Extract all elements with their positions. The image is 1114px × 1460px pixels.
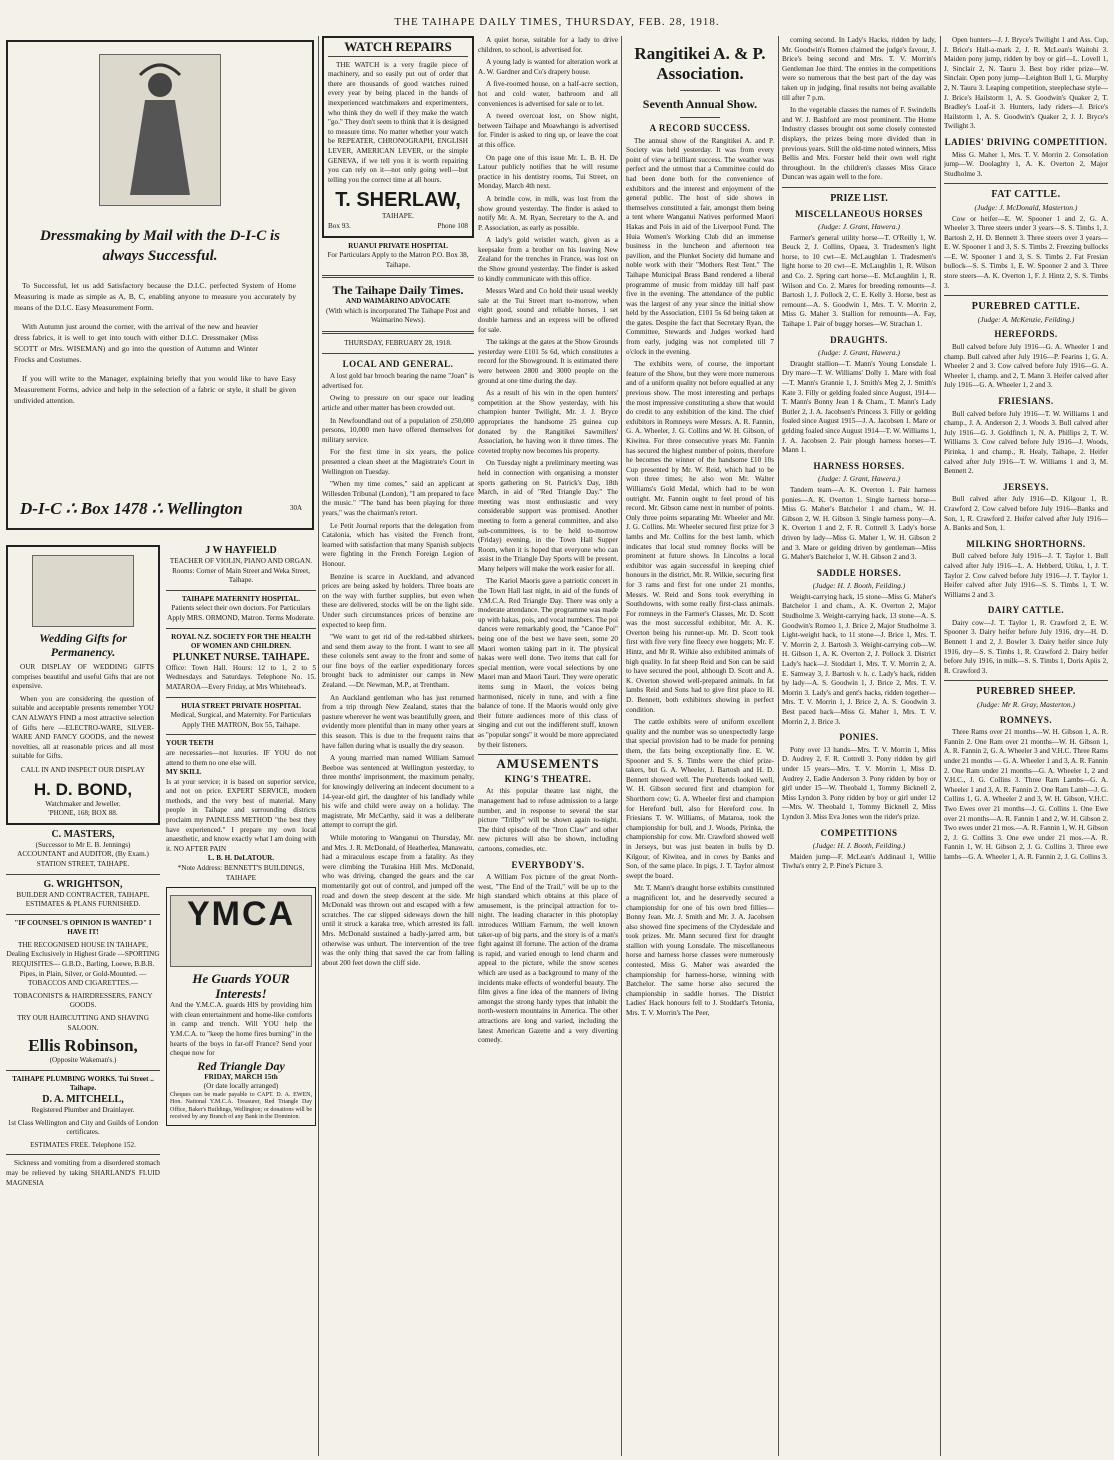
sherlaw-phone: Phone 108	[437, 221, 468, 230]
column-rule	[621, 36, 622, 1456]
prize-results: Farmer's general utility horse—T. O'Reilly 1, W. Beuck 2, J. Collins, Opaea, 3. Tradesmen's light horse, to 10 cwt—E. McLaughlan 1. Tradesmen's light horse to 20 cwt—E. McLaughlin 1, R. Wilson and Co. 2. Spring cart horse—E. McLaughlin 1, R. Wilson and Co. 2. Mares for breeding remounts—J. Bartosh 1, J. Pollock 2, C. E. Kelly 3. Horse, best as remount—A. S. Goodwin 1, Mrs. T. V. Morrin 2, Miss G. Maher 3. Stallion for remounts—A. Fay, Taihape 1. Pair of buggy horses—W. Strachan 1.	[782, 233, 936, 329]
counsel-headline: "IF COUNSEL'S OPINION IS WANTED" I HAVE IT!	[14, 918, 152, 937]
sherlaw-town: TAIHAPE.	[382, 212, 414, 221]
ellis-sub: (Opposite Wakeman's.)	[49, 1056, 117, 1065]
judge-line: (Judge: J. McDonald, Masterton.)	[974, 202, 1078, 212]
section-heading: SADDLE HORSES.	[816, 567, 902, 578]
kings-theatre-item: At this popular theatre last night, the management had to refuse admission to a large number, and in response to several the star picture "Trilby" will be shown again to-night. The third episode of the "Iron Claw" and other new pictures will also be shown, including cartoons, comedies, etc.	[478, 787, 618, 853]
ymca-soldier-illustration	[170, 895, 312, 967]
ruanui-body: For Particulars Apply to the Matron P.O. Box 38, Taihape.	[327, 251, 469, 269]
plumbing-role: Registered Plumber and Drainlayer.	[31, 1106, 135, 1114]
dentist-address: *Note Address: BENNETT'S BUILDINGS, TAIHAPE	[177, 864, 305, 882]
column-rule	[940, 36, 941, 1456]
ellis-paragraph: TOBACONISTS & HAIRDRESSERS, FANCY GOODS.	[13, 991, 153, 1010]
show-report: The annual show of the Rangitikei A. and P. Society was held yesterday. It was from every point of view a brilliant success. The weather was perfect and the utmost that a Committee could do had been done both for the convenience of exhibitors and the interest and enjoyment of the general public. The host of side shows in themselves constituted a fair, amongst them being a tent where Wanganui Natives performed Maori Hakas and Pois in aid of the Liverpool Fund. The Huia Women's Working Club did an immense business in the luncheon and afternoon tea pavilion, and the Plunket Society did humane and noble work with their "Mothers Rest Tent." The Taihape Municipal Brass Band rendered a liberal programme of music from midday till half past five in the evening. The attendance of the public was the largest of any year since the initial show held by the Association, £101 5s 6d being taken at the gates. Despite the fact that Secretary Ryan, the Committee, Stewards and Judges worked hard from early, judging was not completed till 7 o'clock in the evening.	[626, 136, 774, 356]
masthead: THE TAIHAPE DAILY TIMES, THURSDAY, FEB. 28, 1918.	[394, 16, 720, 28]
show-report: The cattle exhibits were of uniform excellent quality and the number was so unexpectedly large that special provision had to be made for penning them, the fats being exceptionally fine. E. W. Spooner and S. S. Timbs were the chief prize-takers, but G. A. Wheeler, J. Bartosh and H. D. Bennett showed well. The Purebreds looked well, W. H. Gibson secured first and champion for Shorthorn cow; G. A. Wheeler first and champion for Hereford bull, also for Hereford cow. In Friesians T. W. Williams, of Mataroa, took the championship for bull, and J. Woods, Pirinka, the championship for cow. Mr. Crawford showed well in Jerseys, but was just beaten in bulls by D. Kilgour, of Kiwitea, and in cows by Banks and Son, of the same place. In pigs, J. T. Taylor almost swept the board.	[626, 718, 774, 880]
local-item: The Kariol Maoris gave a patriotic concert in the Town Hall last night, in aid of the funds of Y.M.C.A. Red Triangle Day. There was only a moderate attendance. The programme was made up with hakas, pois, and vocal numbers. The poi dances were remarkably good, the "Canoe Poi" being one of the best we have seen, some 20 Maori women taking part in it. The physical hakas were well done. Two items that call for special mention, were vocal selections by one Maori man and Maori Tauri. They were operatic items sung in Maori, the voices being harmonised, nicely in tune, and with a fine balance of tone. If the Maoris would only give their future audiences more of this class of singing and cut out the indifferent stuff, known as "popular songs" it would be more appreciated by their listeners.	[478, 577, 618, 749]
teeth-title: YOUR TEETH	[166, 739, 214, 748]
section-heading: MILKING SHORTHORNS.	[966, 538, 1086, 549]
column-3	[166, 545, 316, 1457]
dic-headline: Dressmaking by Mail with the D-I-C is always Successful.	[39, 228, 281, 264]
local-item: "When my time comes," said an applicant at Willesden Tribunal (London), "I am prepared to face the music." "The band has been playing for three years," was the chairman's retort.	[322, 480, 474, 517]
section-heading: HARNESS HORSES.	[813, 460, 905, 471]
plumbing-name: D. A. MITCHELL,	[42, 1094, 124, 1105]
royal-society-title: ROYAL N.Z. SOCIETY FOR THE HEALTH OF WOMEN AND CHILDREN.	[171, 632, 311, 651]
ymca-body: And the Y.M.C.A. guards HIS by providing him with clean entertainment and home-like comforts in camp and trench. Will YOU help the Y.M.C.A. to "keep the home fires burning" in the hearts of the boys in far-off France? Send your cheque now for	[170, 1001, 312, 1058]
huia-title: HUIA STREET PRIVATE HOSPITAL	[181, 701, 301, 710]
sherlaw-name: T. SHERLAW,	[335, 189, 461, 212]
dic-ad-code: 30A	[289, 504, 302, 513]
wrightson-role: BUILDER AND CONTRACTER, TAIHAPE.	[16, 890, 150, 899]
local-item: On Tuesday night a preliminary meeting was held in connection with organising a monster sports gathering on St. Patrick's Day, 18th March, in aid of "Red Triangle Day." The meeting was most enthusiastic and very considerable support was promised. Another meeting to form a general committee, and also sub-committees, is to be held to-morrow (Friday) evening, in the Town Hall Supper Room, when it is hoped that everyone who can assist in the Triangle Day Sports will be present. Many helpers will make the work easier for all.	[478, 459, 618, 573]
judge-line: (Judge: A. McKenzie, Feilding.)	[977, 314, 1075, 324]
prize-list-heading: PRIZE LIST.	[830, 192, 888, 204]
prize-results: Bull calved before July 1916—T. W. Williams 1 and champ., J. A. Anderson 2, J. Woods 3. Bull calved after July 1916—G. J. Goldfinch 1, N. A. Phillips 2, T. W. Williams 3. Cow calved before July 1916—J. Woods, Pirinka, 1 and champ., R. Healy, Taihape, 2. Heifer calved after July 1916—T. W. Williams 1 and 3, M. Bennett 2.	[944, 409, 1108, 476]
prize-results: Maiden jump—F. McLean's Addinaul 1, Willie Tiwha's entry 2, P. Pine's Picture 3.	[782, 852, 936, 871]
issue-date: THURSDAY, FEBRUARY 28, 1918.	[344, 339, 452, 348]
prize-results: Cow or heifer—E. W. Spooner 1 and 2, G. A. Wheeler 3. Three steers under 3 years—S. S. Timbs 1, J. Bartosh 2, H. D. Bennett 3. Three steers over 3 years—E. W. Spooner 1 and 3, S. S. Timbs 2. Freezing bullocks—E. W. Spooner 1 and 3, S. S. Timbs 2. Fat Fresian bullock—S. S. Timbs 1, E. W. Spooner 2 and 3. Three store steers—A. K. Overton 1, F. J. Hintz 2, S. S. Timbs 3.	[944, 214, 1108, 290]
sherlaw-box: Box 93.	[328, 221, 351, 230]
section-heading: PUREBRED SHEEP.	[976, 686, 1076, 698]
bond-callout: CALL IN AND INSPECT OUR DISPLAY	[20, 765, 146, 774]
local-item: A five-roomed house, on a half-acre section, hot and cold water, bathroom and all conveniences is advertised for sale or to let.	[478, 80, 618, 108]
dentist-name: L. B. H. DeLATOUR.	[207, 854, 275, 863]
judge-line: (Judge: Mr R. Gray, Masterton.)	[976, 700, 1076, 710]
prize-results: Dairy cow—J. T. Taylor 1, R. Crawford 2, E. W. Spooner 3. Dairy heifer before July 1916, dry—H. D. Bennett 1 and 2, J. Bowler 3. Dairy heifer since July 1916, dry—S. S. Timbs 1, R. Crawford 2. Dairy heifer before July 1916, in milk—S. S. Timbs 1, Doris Apiis 2, R. Crawford 3.	[944, 618, 1108, 675]
ellis-paragraph: TRY OUR HAIRCUTTING AND SHAVING SALOON.	[17, 1014, 149, 1032]
huia-body: Medical, Surgical, and Maternity. For Particulars Apply THE MATRON, Box 55, Taihape.	[170, 711, 312, 729]
hayfield-body: TEACHER OF VIOLIN, PIANO AND ORGAN. Rooms: Corner of Main Street and Weka Street, Taihape.	[169, 557, 313, 585]
ymca-headline: He Guards YOUR Interests!	[192, 971, 290, 1002]
local-item: A lost gold bar brooch bearing the name "Joan" is advertised for.	[322, 372, 474, 390]
bond-paragraph: OUR DISPLAY OF WEDDING GIFTS comprises beautiful and useful Gifts that are not expensive.	[12, 663, 154, 691]
paper-title: The Taihape Daily Times.	[332, 283, 464, 298]
ymca-letters: YMCA	[186, 895, 296, 934]
paper-subtitle: AND WAIMARINO ADVOCATE	[345, 297, 451, 306]
maternity-body: Patients select their own doctors. For Particulars Apply MRS. ORMOND, Matron. Terms Moderate.	[167, 604, 315, 622]
column-rule	[778, 36, 779, 1456]
watch-repairs-advertisement	[322, 36, 474, 238]
masters-name: C. MASTERS,	[51, 828, 115, 840]
show-report: Mr. T. Mann's draught horse exhibits constituted a magnificent lot, and he deservedly secured a championship for one of his own bred fillies—Bonny Jean. Mr. J. Smith and Mr. J. A. Jacobsen also showed fine specimens of the Clydesdale and took prizes. Mr. Mann secured first for draught stallion with young Lonsdale. The miscellaneous horse and harness horse classes were numerously contested, Miss G. Maher was awarded the championship for harness-horse, winning with Batchelor. The same horse also secured the championship in saddle horses. The District Ladies' Hack honours fell to J. Stoddart's Tetonia, Mrs. T. V. Morrin's The Peer,	[626, 884, 774, 1018]
plumbing-estimates: ESTIMATES FREE. Telephone 152.	[30, 1140, 136, 1149]
local-item: Le Petit Journal reports that the delegation from Catalonia, which has visited the French front, learned with satisfaction that many Spanish subjects were fighting in the French Foreign Legion of Honour.	[322, 521, 474, 568]
section-heading: DRAUGHTS.	[830, 334, 888, 345]
teeth-body: are necessaries—not luxuries. IF YOU do not attend to them no one else will.	[166, 748, 316, 767]
local-item: A young married man named William Samuel Beeboe was sentenced at Wellington yesterday, to three months' imprisonment, the maximum penalty, for knowingly delivering an indecent document to a 14-year-old girl, the daughter of his landlady while his wife and child were away on a holiday. The magistrate, Mr McCarthy, said it was a deliberate attempt to corrupt the girl.	[322, 754, 474, 830]
local-item: A tweed overcoat lost, on Show night, between Taihape and Moawhango is advertised for. Finder is asked to ring up, or leave the coat at this office.	[478, 112, 618, 149]
local-item: On page one of this issue Mr. L. B. H. De Latour publicly notifies that he will resume practice in his dentistry rooms, Tui Street, on Monday, March 4th next.	[478, 153, 618, 191]
judge-line: (Judge: H. J. Booth, Feilding.)	[812, 841, 906, 851]
local-item: A quiet horse, suitable for a lady to drive children, to school, is advertised for.	[478, 36, 618, 54]
hayfield-name: J W HAYFIELD	[205, 545, 277, 556]
section-heading: FAT CATTLE.	[991, 189, 1061, 201]
skill-title: MY SKILL	[166, 768, 202, 777]
plumbing-cert: 1st Class Wellington and City and Guilds of London certificates.	[7, 1118, 159, 1137]
prize-results: Pony over 13 hands—Mrs. T. V. Morrin 1, Miss D. Audrey 2, F. R. Cottrell 3. Pony ridden by girl under 15 years—Mrs. T. V. Morrin 1, Miss D. Audrey 2, Eadie Anderson 3. Pony ridden by boy or girl under 15—W. Theobald 1, Tommy Bicknell 2, Miss Lyndon 3. Pony ridden by boy or girl under 12—Mrs. W. Theobald 1, Tommy Bicknell 2, Miss Lyndon 3. Miss Eva Jones won the rider's prize.	[782, 745, 936, 821]
judge-line: (Judge: H. J. Booth, Feilding.)	[812, 581, 906, 591]
ymca-day: Red Triangle Day	[197, 1058, 285, 1073]
local-general-heading: LOCAL AND GENERAL.	[342, 358, 454, 369]
ruanui-title: RUANUI PRIVATE HOSPITAL	[348, 241, 448, 250]
ymca-advertisement	[166, 887, 316, 1126]
section-heading: MISCELLANEOUS HORSES	[795, 208, 923, 219]
local-item: For the first time in six years, the police presented a clean sheet at the Magistrate's Court in Wellington on Tuesday.	[322, 448, 474, 476]
local-item: An Auckland gentleman who has just returned from a trip through New Zealand, states that the pasture wherever he went was beautifully green, and evidently more plentiful than in many other years at this season. This is due to the frequent rains that have fallen during what is usually the dry season.	[322, 693, 474, 750]
amusements-heading: AMUSEMENTS	[496, 756, 600, 772]
judge-line: (Judge: J. Grant, Hawera.)	[817, 348, 901, 358]
bond-phone: 'PHONE, 168; BOX 88.	[48, 809, 118, 818]
paper-note: (With which is incorporated The Taihape Post and Waimarino News).	[325, 306, 471, 325]
ymca-date: FRIDAY, MARCH 15th	[204, 1072, 278, 1081]
bond-role: Watchmaker and Jeweller.	[45, 799, 121, 808]
watch-body: THE WATCH is a very fragile piece of machinery, and so easily put out of order that there are thousands of good watches ruined every year by being placed in the hands of inexperienced watchmakers and experimenters, who think they do well if they make the watch "go." They don't seem to think that it is designed to measure time. No matter whether your watch be REPEATER, CHRONOGRAPH, ENGLISH LEVER, AMERICAN LEVER, or the simple GENEVA, if we tell you it is worth repairing you can rely on it—not only going well—but telling you the correct time at all hours.	[328, 60, 468, 184]
wedding-gift-illustration	[32, 555, 134, 627]
bond-name: H. D. BOND,	[33, 779, 133, 799]
masters-address: STATION STREET, TAIHAPE.	[36, 859, 130, 868]
prize-results: Three Rams over 21 months—W. H. Gibson 1, A. R. Fannin 2. One Ram over 21 months—W. H. Gibson 1, A. R. Fannin 2, G. A. Wheeler 3 and V.H.C. Three Rams under 21 months — G. A. Wheeler 1 and 3, A. R. Fannin 2. One Ram under 21 months—G. A. Wheeler 1, 2 and V.H.C., J. G. Collins 3. Three Ram Lambs—G. A. Wheeler 1 and 3, A. R. Fannin 2. One Ram Lamb—J. G. Collins 1, G. A. Wheeler 2 and 3, W. H. Gibson, V.H.C. Two Ewes over 21 months—J. G. Collins 1. One Ewe over 21 months—A. R. Fannin 1 and 2, W. H. Gibson 2. Two ewes under 21 mos.—A. R. Fannin 1, W. H. Gibson 2, J. G. Collins 3. One ewe under 21 mos.—A. R. Fannin 1, W. H. Gibson 2, J. G. Collins 3. Three ewe lambs—G. A. Wheeler 1, A. R. Fannin 2, J. G. Collins 3.	[944, 728, 1108, 861]
plunket-body: Office: Town Hall. Hours: 12 to 1, 2 to 5 Wednesdays and Saturdays. Telephone No. 15. MATAROA—Every Friday, at Mrs Whitehead's.	[166, 663, 316, 691]
dic-paragraph: To Successful, let us add Satisfactory because the D.I.C. perfected System of Home Measuring is made as simple as A, B, C, enabling anyone to measure you accurately by means of the D.I.C. Easy Measurement Form.	[14, 281, 296, 312]
lady-figure-illustration	[99, 54, 221, 206]
local-item: A young lady is wanted for alteration work at A. W. Gardner and Co's drapery house.	[478, 58, 618, 76]
section-heading: FRIESIANS.	[998, 396, 1054, 406]
local-item: A brindle cow, in milk, was lost from the show ground yesterday. The finder is asked to notify Mr. A. M. Ryan, Secretary to the A. and P. Association, as early as possible.	[478, 194, 618, 232]
masters-sub: (Successor to Mr E. B. Jennings)	[35, 840, 131, 849]
dic-paragraph: With Autumn just around the corner, with the arrival of the new and heavier dress fabrics, it is well to get into touch with either D.I.C. Dressmaker (Miss SCOTT or Mrs. WISEMAN) and go into the question of Autumn and Winter Frocks and Costumes.	[14, 322, 258, 364]
section-heading: HEREFORDS.	[994, 329, 1058, 340]
column-5	[626, 36, 774, 1456]
local-item: Owing to pressure on our space our leading article and other matter has been crowded out.	[322, 394, 474, 413]
bond-headline: Wedding Gifts for Permanency.	[39, 631, 127, 659]
column-7	[944, 36, 1108, 1456]
sharland-notice: Sickness and vomiting from a disordered stomach may be relieved by taking SHARLAND'S FLUID MAGNESIA	[6, 1159, 160, 1187]
maternity-title: TAIHAPE MATERNITY HOSPITAL.	[181, 594, 301, 603]
section-heading: PONIES.	[839, 732, 879, 743]
wrightson-name: G. WRIGHTSON,	[43, 878, 123, 890]
local-item: In Newfoundland out of a population of 250,000 persons, 10,000 men have offered themselves for military service.	[322, 416, 474, 444]
column-2	[322, 36, 474, 1456]
prize-results: Tandem team—A. K. Overton 1. Pair harness ponies—A. K. Overton 1. Single harness horse—Miss G. Maher's Batchelor 1 and cham., W. H. Gibson 2, W. H. Gibson 3. Single harness pony—A. K. Overton 1 and 2, F. R. Cottrell 3. Lady's horse driven by lady—Miss G. Maher 1, W. H. Gibson 2 and 3. Mare or gelding driven by gentleman—Miss G. Maher's Batchelor 1, W. H. Gibson 2 and 3.	[782, 485, 936, 562]
judge-line: (Judge: J. Grant, Hawera.)	[817, 222, 901, 232]
ellis-paragraph: THE RECOGNISED HOUSE IN TAIHAPE, Dealing Exclusively in Highest Grade —SPORTING REQUISITES— G.B.D., Barling, Loewe, B.B.B. Pipes, in Plain, Silver, or Gold-Mounted. —TOBACCOS AND CIGARETTES.—	[6, 940, 160, 988]
skill-body: Is at your service; it is based on superior service, and not on price. EXPERT SERVICE, modern methods, and the very best of material. Many people in Taihape and surrounding districts proclaim my PAINLESS METHOD "the best they have experienced." I prepare my own local anaesthetic, and know exactly what I am doing with it. NO AFTER PAIN	[166, 777, 316, 853]
prize-results: Open hunters—J. J. Bryce's Twilight 1 and Ass. Cup, J. Brice's Hall-a-mark 2, J. R. McLean's Waitohi 3. Maiden pony jump, ridden by boy or girl—L. Lovell 1, J. Sinclair 2, N. Tauru 3. Best boy rider prize—W. Sinclair. Open pony jump—Leighton Bull 1, G. Murphy 2, N. Tauru 3. Leaping competition, steeplechase style—J. Brice's Hailstorm 1, A. S. Goodwin's Quaker 2, T. Bradley's Loaf-it 3. Hunters, lady riders—J. Brice's Hailstorm 1, A. S. Goodwin's Quaker 2, J. J. Bryce's Twilight 3.	[944, 36, 1108, 131]
prize-results: Draught stallion—T. Mann's Young Lonsdale 1. Dry mare—T. W. Williams' Dolly 1. Mare with foal—T. Mann's Grannie 1, J. Smith's Meg 2, J. Smith's Kate 3. Filly or gelding foaled since August, 1914—T. Mann's Bonny Jean 1 & Cham., T. Mann's Lady Butler 2, J. A. Jacobsen's Princess 3. Filly or gelding foaled since August 1915—J. A. Jacobsen 1. Mare or gelding foaled since August 1914—T. W. Williams 1, J. A. Jacobsen 2. Pair plough harness horses—T. Mann 1.	[782, 359, 936, 455]
section-heading: JERSEYS.	[1003, 481, 1049, 492]
show-subtitle: Seventh Annual Show.	[642, 97, 758, 111]
prize-results: Bull calved before July 1916—G. A. Wheeler 1 and champ. Bull calved after July 1916—P. Fearins 1, G. A. Wheeler 2 and 3. Cow calved before July 1916—G. A. Wheeler 1, champ. and 2, T. Mann 3. Heifer calved after July 1916—G. A. Wheeler 1, 2 and 3.	[944, 343, 1108, 390]
record-success-heading: A RECORD SUCCESS.	[649, 123, 751, 133]
local-item: A lady's gold wristlet watch, given as a keepsake from a brother on his leaving New Zealand for the trenches in France, was lost on the Show ground yesterday. The finder is asked to kindly communicate with this office.	[478, 236, 618, 283]
ymca-note: (Or date locally arranged)	[203, 1082, 279, 1091]
column-6	[782, 36, 936, 1456]
local-item: Benzine is scarce in Auckland, and advanced prices are being asked by holders. Three boats are on the way with further supplies, but even when these are delivered, stocks will be on the light side. Under such circumstances prices of benzine are expected to keep firm.	[322, 572, 474, 629]
ellis-name: Ellis Robinson,	[28, 1036, 138, 1056]
column-4	[478, 36, 618, 1456]
bond-paragraph: When you are considering the question of suitable and acceptable presents remember YOU CAN ALWAYS FIND a most attractive selection of Gifts here —ELECTRO-WARE, SILVER-WARE AND FANCY GOODS, and the newest novelties, all at reasonable prices and all most suitable for Gifts.	[12, 694, 154, 761]
everybodys-heading: EVERYBODY'S.	[511, 859, 585, 870]
masters-role: ACCOUNTANT and AUDITOR, (By Exam.)	[17, 850, 149, 859]
section-heading: ROMNEYS.	[999, 714, 1053, 725]
show-title: Rangitikei A. & P.	[634, 44, 766, 63]
bond-advertisement	[6, 545, 160, 825]
kings-theatre-heading: KING'S THEATRE.	[504, 773, 592, 784]
column-1-lower	[6, 545, 160, 1457]
judge-line: (Judge: J. Grant, Hawera.)	[817, 474, 901, 484]
dic-paragraph: If you will write to the Manager, explaining briefly that you would like to have Easy Measurement Forms, advice and help in the selection of a fabric or style, it shall be given undivided attention.	[14, 374, 296, 405]
local-item: "We want to get rid of the red-tabbed shirkers, and send them away to the front. I want to see all these colonels sent away to the front and some of our fine boys of the earlier expeditionary forces brought back to administer our camps in New Zealand. —Dr. Newman, M.P., at Trentham.	[322, 633, 474, 690]
section-heading: COMPETITIONS	[820, 827, 898, 838]
prize-results: Weight-carrying hack, 15 stone—Miss G. Maher's Batchelor 1 and cham., A. K. Overton 2, Major Studholme 3. Weight-carrying hack, 13 stone—A. S. Goodwin's Romeo 1, J. Brice 2, Major Studholme 3. Light-weight hack, to 11 stone—J. Brice 1, Mrs. T. V. Morrin 2, J. Bartosh 3. Weight-carrying cob—W. H. Gibson 1, A. K. Overton 2, J. Pollock 3. District Lady's hack—J. Stoddart 1, Mrs. T. V. Morrin 2, A. E. Samway 3, J. Bartosh v. h. c. Lady's hack, ridden by lady—A. S. Goodwin 1, J. Brice 2, Mrs. T. V. Morrin 3. Lady's and gent's hacks, ridden together—Mrs. T. V. Morrin 1, J. Brice 2, A. S. Goodwin 3. Best paced hack—Miss G. Maher 1, Mrs. T. V. Morrin 2, J. Brice 3.	[782, 592, 936, 726]
plumbing-title: TAIHAPE PLUMBING WORKS. Tui Street .. Taihape.	[12, 1074, 154, 1093]
section-heading: PUREBRED CATTLE.	[971, 301, 1081, 313]
local-item: As a result of his win in the open hunters' competition at the Show yesterday, with his champion hunter Twilight, Mr. J. J. Bryce appropriates the handsome 25 guinea cup donated by the Rangitikei Sawmillers' Association, he having won it three times. The coveted trophy now becomes his property.	[478, 389, 618, 455]
local-item: The takings at the gates at the Show Grounds yesterday were £101 5s 6d, which constitutes a record for the Showground. It is estimated there were between 2800 and 3000 people on the ground at one time during the day.	[478, 338, 618, 385]
show-report: In the vegetable classes the names of F. Swindells and W. J. Bashford are most prominent. The Home Industry classes brought out some closely contested displays, the prizes being more divided than in previous years. Still the old-time noted winners, Miss Bellis and Mrs. Forster held their own well right throughout. In the children's classes Miss Grace Duncan was again well to the fore.	[782, 106, 936, 182]
column-rule	[318, 36, 319, 1456]
dic-advertisement	[6, 40, 314, 530]
everybodys-item: A William Fox picture of the great North-west, "The End of the Trail," will be up to the high standard which obtains at this place of amusement, is the principal attraction for to-night. The leading character in this photoplay introduces William Farnum, the well known taker-up of big parts, and the story is of a man's fight against ill fortune. The action of the drama is rapid, and varied enough to lend charm and appeal to the picture, while the snow scenes which are used as a background to many of the incidents make effects of wonderful beauty. The film gives a fine idea of the manners of living amongst the strong hardy types that inhabit the north-western mountains in America. The other attractions are long and varied, including the latest American Gazette and a very diverting comedy.	[478, 873, 618, 1045]
local-item: Messrs Ward and Co hold their usual weekly sale at the Tui Street mart to-morrow, when eight good, sound and reliable horses, 1 set double harness and an express will be offered for sale.	[478, 287, 618, 334]
ymca-small-print: Cheques can be made payable to CAPT. D. A. EWEN, Hon. National Y.M.C.A. Treasurer, Red Triangle Day Office, Baker's Buildings, Wellington; or donations will be received by any Branch of any Bank in the Dominion.	[170, 1091, 312, 1121]
watch-title: WATCH REPAIRS	[344, 39, 452, 54]
plunket-title: PLUNKET NURSE. TAIHAPE.	[172, 651, 310, 663]
wrightson-estimates: ESTIMATES & PLANS FURNISHED.	[25, 900, 141, 909]
prize-results: Miss G. Maher 1, Mrs. T. V. Morrin 2. Consolation jump—W. Doolaghty 1, A. K. Overton 2, Major Studholme 3.	[944, 150, 1108, 178]
show-report: The exhibits were, of course, the important feature of the Show, but they were more numerous and of a uniform quality not before equalled at any previous show. The most interesting and perhaps the most impressive constituting a show that would do credit to any exhibition of the kind. The chief exhibitors in Romneys were Messrs. A. R. Fannin, G. A. Wheeler, J. G. Collins and W. H. Gibson, of Kiwitea. For three consecutive years Mr. Fannin has secured the highest number of points, therefore he becomes the winner of the handsome £10 10s Cup presented by Mr. W. Reid, which had to be won three times; he also won Mr. Walter Williams's Gold Medal, which had to be won outright. Mr. Fannin ought to feel proud of his record. Mr. Gibson came next in number of points. Only three points separating Mr. Wheeler and Mr. J. G. Collins. Mr. Wheeler secured first prize for 3 lambs and Mr. Collins for the best lamb, which indicates that local stud romney flocks will be prominent at future shows. In Lincolns a local exhibitor was again successful in keeping chief honours in the district, Mr. R. Wilkie, securing first for 3 rams and first for one under 21 months, Messrs. W. Reid and Sons took everything in Southdowns, with some really first-class animals. For romneys in the Farmer's Classes, Mr. D. Scott was the most successful exhibitor, Mr. A. K. Overton being his runner-up. Mr. D. Scott took first with five very fine fleecy ewe hoggets; Mr. F. Hintz, and Mr R. Wilkie also exhibited animals of high quality. In fat sheep Reid and Son can be said to have secured the pool, although D. Scott and A. K. Overton showed well-prepared animals. In fat lambs Reid and Sons had to give first place to H. D. Bennett, both exhibitors showing in perfect condition.	[626, 360, 774, 714]
show-report: coming second. In Lady's Hacks, ridden by lady, Mr. Goodwin's Romeo claimed the judge's favour, J. Brice's being second and Mrs. T. V. Morrin's Gentleman Joe third. The entries in the competitions were so numerous that the best part of the day was taken up in judging, final results not being available till after 7 p.m.	[782, 36, 936, 102]
dic-footer: D-I-C ∴ Box 1478 ∴ Wellington	[20, 499, 243, 519]
section-heading: DAIRY CATTLE.	[987, 605, 1065, 616]
show-title-2: Association.	[656, 64, 744, 83]
section-heading: LADIES' DRIVING COMPETITION.	[944, 136, 1108, 147]
prize-results: Bull calved after July 1916—D. Kilgour 1, R. Crawford 2. Cow calved before July 1916—Banks and Son, 1, R. Crawford 2. Heifer calved after July 1916—A. Banks and Son, 1.	[944, 495, 1108, 533]
local-item: While motoring to Wanganui on Thursday, Mr. and Mrs. J. R. McDonald, of Heatherlea, Manawatu, had a miraculous escape from a fatality. As they were climbing the Turakina Hill Mrs. McDonald, who was driving, changed the gears and the car momentarily got out of control, and jumped off the road and down the steep descent at the side. Mr McDonald was thrown out and escaped with a few scratches. The car slipped sideways down the hill until it struck a karaka tree, which arrested its fall. Mrs. McDonald sustained a badly-jarred arm, but otherwise was unhurt. The intervention of the tree was the only thing that saved the car from falling about 200 feet down the cliff side.	[322, 833, 474, 967]
prize-results: Bull calved before July 1916—J. T. Taylor 1. Bull calved after July 1916—L. A. Hebberd, Utiku, 1, J. T. Taylor 2. Cow calved before July 1916—J. T. Taylor 1. Heifer calved after July 1916—S. S. Timbs 1, T. W. Williams 2 and 3.	[944, 552, 1108, 599]
